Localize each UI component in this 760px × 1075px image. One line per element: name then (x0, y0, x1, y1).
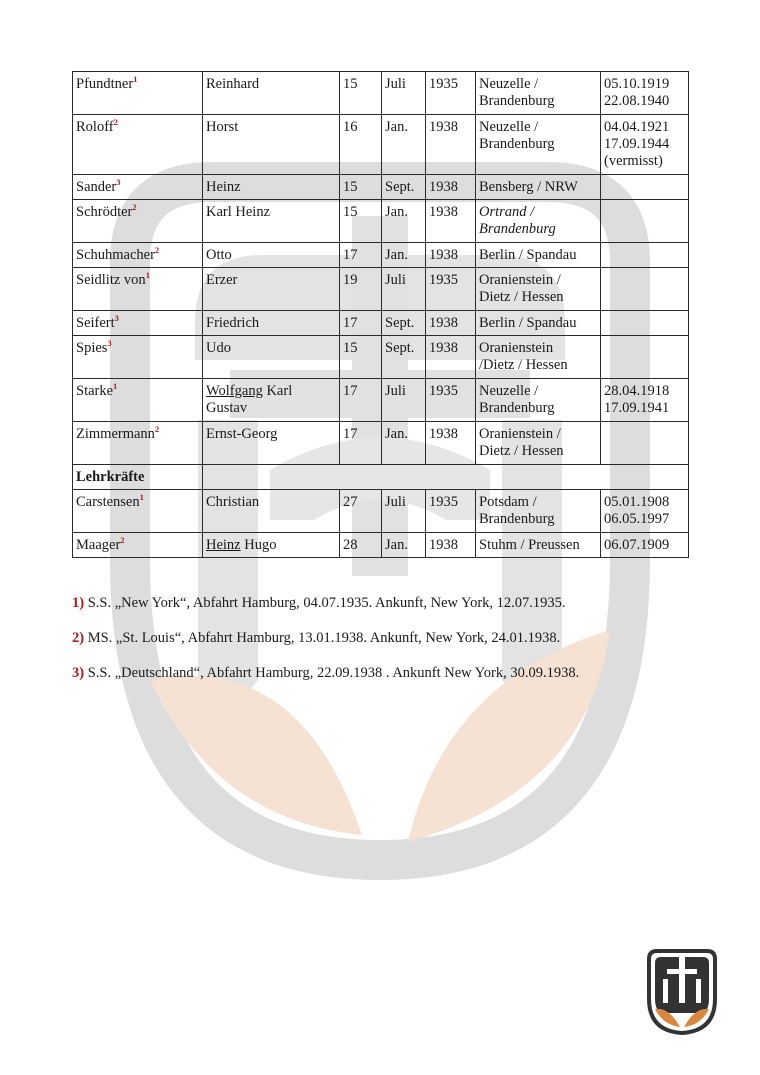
shield-cross-logo-icon (645, 949, 719, 1035)
first-name-cell: Horst (203, 115, 340, 175)
month-cell: Jan. (382, 243, 426, 268)
age-cell: 15 (340, 175, 382, 200)
table-row (73, 311, 689, 336)
year-cell: 1935 (426, 379, 476, 422)
month-cell: Juli (382, 268, 426, 311)
dates-cell (601, 268, 689, 311)
age-cell: 17 (340, 422, 382, 465)
surname-cell: Maager$^2$ (73, 533, 203, 558)
age-cell: 17 (340, 379, 382, 422)
dates-cell: 28.04.1918 17.09.1941 (601, 379, 689, 422)
first-name-cell: Otto (203, 243, 340, 268)
first-name-cell: Heinz (203, 175, 340, 200)
table-row (73, 422, 689, 465)
section-label: Lehrkräfte (73, 465, 203, 490)
dates-cell (601, 336, 689, 379)
year-cell: 1935 (426, 72, 476, 115)
year-cell: 1938 (426, 115, 476, 175)
surname-cell: Spies$^3$ (73, 336, 203, 379)
surname-cell: Carstensen$^1$ (73, 490, 203, 533)
footnote-marker: 2 (154, 245, 160, 256)
dates-cell (601, 422, 689, 465)
year-cell: 1935 (426, 490, 476, 533)
year-cell: 1938 (426, 533, 476, 558)
year-cell: 1938 (426, 175, 476, 200)
year-cell: 1938 (426, 422, 476, 465)
age-cell: 15 (340, 336, 382, 379)
table-row (73, 115, 689, 175)
table-row (73, 379, 689, 422)
origin-cell: Oranienstein /Dietz / Hessen (476, 336, 601, 379)
surname-cell: Seifert$^3$ (73, 311, 203, 336)
origin-cell: Neuzelle / Brandenburg (476, 115, 601, 175)
origin-cell: Oranienstein / Dietz / Hessen (476, 268, 601, 311)
age-cell: 17 (340, 243, 382, 268)
origin-cell: Potsdam / Brandenburg (476, 490, 601, 533)
year-cell: 1938 (426, 243, 476, 268)
month-cell: Jan. (382, 115, 426, 175)
month-cell: Sept. (382, 175, 426, 200)
surname-cell: Pfundtner$^1$ (73, 72, 203, 115)
table-row (73, 243, 689, 268)
table-row (73, 72, 689, 115)
origin-cell: Ortrand / Brandenburg (476, 200, 601, 243)
year-cell: 1938 (426, 311, 476, 336)
footnote-marker: 1 (113, 381, 118, 392)
first-name-cell: Christian (203, 490, 340, 533)
origin-cell: Bensberg / NRW (476, 175, 601, 200)
footnote-marker: 2 (132, 202, 137, 213)
first-name-cell: Reinhard (203, 72, 340, 115)
footnote-marker: 3 (114, 313, 119, 324)
surname-cell: Roloff$^2$ (73, 115, 203, 175)
dates-cell (601, 175, 689, 200)
table-row (73, 533, 689, 558)
roster-table (72, 71, 689, 558)
first-name-cell: Udo (203, 336, 340, 379)
dates-cell: 06.07.1909 (601, 533, 689, 558)
footnotes (72, 595, 712, 700)
footnote-marker: 3 (107, 338, 112, 349)
age-cell: 16 (340, 115, 382, 175)
first-name-cell: Wolfgang Karl Gustav (203, 379, 340, 422)
footnote-marker: 1 (145, 270, 150, 281)
year-cell: 1935 (426, 268, 476, 311)
footnote-2: 2) MS. „St. Louis“, Abfahrt Hamburg, 13.01.1938. Ankunft, New York, 24.01.1938. (72, 630, 561, 646)
footnote-marker: 3 (116, 177, 121, 188)
age-cell: 15 (340, 72, 382, 115)
first-name-cell: Ernst-Georg (203, 422, 340, 465)
month-cell: Sept. (382, 336, 426, 379)
footnote-marker: 1 (139, 492, 144, 503)
dates-cell (601, 200, 689, 243)
origin-cell: Stuhm / Preussen (476, 533, 601, 558)
month-cell: Sept. (382, 311, 426, 336)
first-name-cell: Karl Heinz (203, 200, 340, 243)
surname-cell: Seidlitz von$^1$ (73, 268, 203, 311)
footnote-marker: 1 (133, 74, 138, 85)
table-row (73, 200, 689, 243)
section-row (73, 465, 689, 490)
section-empty-cell (203, 465, 689, 490)
origin-cell: Neuzelle / Brandenburg (476, 379, 601, 422)
year-cell: 1938 (426, 200, 476, 243)
dates-cell: 04.04.1921 17.09.1944 (vermisst) (601, 115, 689, 175)
dates-cell: 05.01.1908 06.05.1997 (601, 490, 689, 533)
table-row (73, 175, 689, 200)
footnote-3: 3) S.S. „Deutschland“, Abfahrt Hamburg, 22.09.1938 . Ankunft New York, 30.09.1938. (72, 665, 580, 681)
surname-cell: Zimmermann$^2$ (73, 422, 203, 465)
month-cell: Jan. (382, 533, 426, 558)
month-cell: Juli (382, 490, 426, 533)
surname-cell: Schuhmacher$^2$ (73, 243, 203, 268)
age-cell: 19 (340, 268, 382, 311)
table-row (73, 490, 689, 533)
dates-cell (601, 311, 689, 336)
age-cell: 27 (340, 490, 382, 533)
month-cell: Juli (382, 72, 426, 115)
dates-cell (601, 243, 689, 268)
surname-cell: Sander$^3$ (73, 175, 203, 200)
surname-cell: Starke$^1$ (73, 379, 203, 422)
origin-cell: Oranienstein / Dietz / Hessen (476, 422, 601, 465)
age-cell: 17 (340, 311, 382, 336)
month-cell: Juli (382, 379, 426, 422)
footnote-1: 1) S.S. „New York“, Abfahrt Hamburg, 04.07.1935. Ankunft, New York, 12.07.1935. (72, 595, 566, 611)
first-name-cell: Friedrich (203, 311, 340, 336)
footnote-marker: 2 (113, 117, 118, 128)
first-name-cell: Heinz Hugo (203, 533, 340, 558)
table-row (73, 336, 689, 379)
age-cell: 15 (340, 200, 382, 243)
age-cell: 28 (340, 533, 382, 558)
dates-cell: 05.10.1919 22.08.1940 (601, 72, 689, 115)
month-cell: Jan. (382, 200, 426, 243)
origin-cell: Neuzelle / Brandenburg (476, 72, 601, 115)
surname-cell: Schrödter$^2$ (73, 200, 203, 243)
footnote-marker: 2 (154, 424, 160, 435)
year-cell: 1938 (426, 336, 476, 379)
first-name-cell: Erzer (203, 268, 340, 311)
table-row (73, 268, 689, 311)
footnote-marker: 2 (120, 535, 125, 546)
origin-cell: Berlin / Spandau (476, 243, 601, 268)
origin-cell: Berlin / Spandau (476, 311, 601, 336)
month-cell: Jan. (382, 422, 426, 465)
